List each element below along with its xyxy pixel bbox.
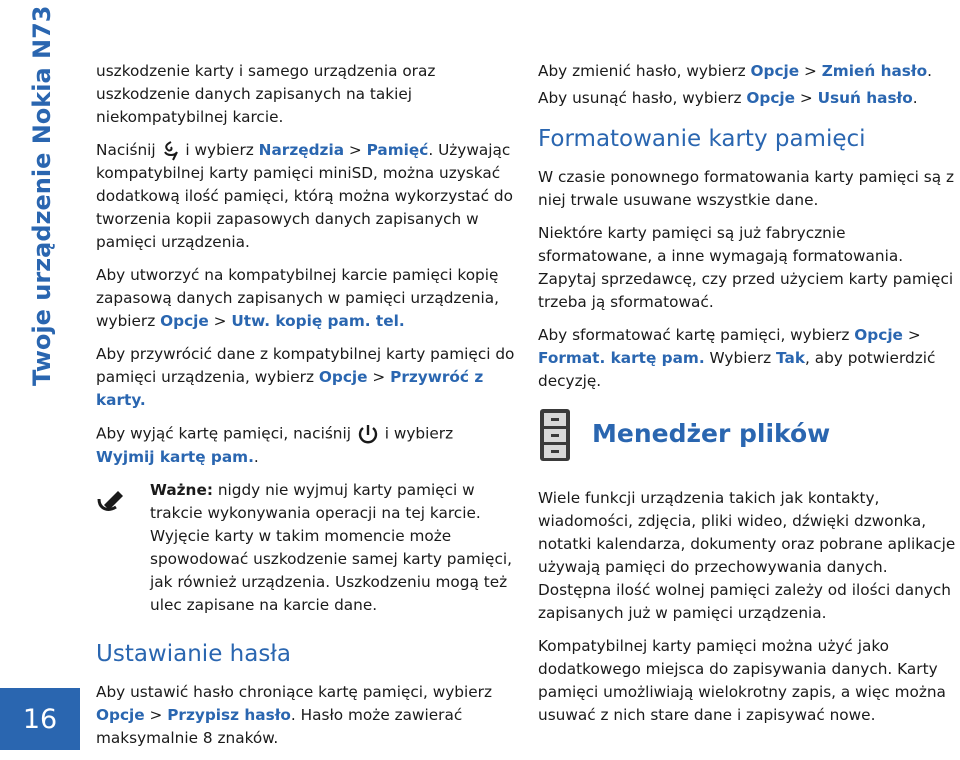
paragraph: Aby usunąć hasło, wybierz Opcje > Usuń hasło. xyxy=(538,89,918,107)
paragraph: uszkodzenie karty i samego urządzenia oraz uszkodzenie danych zapisanych na takiej niekompatybilnej karcie. xyxy=(96,62,436,126)
page-number: 16 xyxy=(0,688,80,750)
paragraph: Wiele funkcji urządzenia takich jak kontakty, wiadomości, zdjęcia, pliki wideo, dźwięki dzwonka, notatki kalendarza, dokumenty oraz pobrane aplikacje używają pamięci do przechowywania danych. Dostępna ilość wolnej pamięci zależy od ilości danych zapisanych już w pamięci urządzenia. xyxy=(538,489,956,622)
left-column xyxy=(96,60,516,760)
file-cabinet-icon xyxy=(538,409,572,461)
paragraph: Aby zmienić hasło, wybierz Opcje > Zmień hasło. xyxy=(538,62,932,80)
paragraph: Aby utworzyć na kompatybilnej karcie pamięci kopię zapasową danych zapisanych w pamięci urządzenia, wybierz Opcje > Utw. kopię pam. tel. xyxy=(96,266,500,330)
file-manager-heading xyxy=(538,409,958,469)
section-heading: Menedżer plików xyxy=(592,419,831,448)
power-key-icon xyxy=(356,422,380,446)
important-note: Ważne: nigdy nie wyjmuj karty pamięci w trakcie wykonywania operacji na tej karcie. Wyjęcie karty w takim momencie może spowodować uszkodzenie samej karty pamięci, jak również urządzenia. Uszkodzeniu mogą też ulec zapisane na karcie dane. xyxy=(96,479,516,617)
paragraph: Aby wyjąć kartę pamięci, naciśnij i wybierz Wyjmij kartę pam.. xyxy=(96,422,516,469)
section-heading: Ustawianie hasła xyxy=(96,641,291,667)
paragraph: Aby przywrócić dane z kompatybilnej karty pamięci do pamięci urządzenia, wybierz Opcje > Przywróć z karty. xyxy=(96,345,515,409)
section-heading: Formatowanie karty pamięci xyxy=(538,126,866,152)
paragraph: Aby ustawić hasło chroniące kartę pamięci, wybierz Opcje > Przypisz hasło. Hasło może zawierać maksymalnie 8 znaków. xyxy=(96,683,492,747)
chapter-title: Twoje urządzenie Nokia N73 xyxy=(28,5,56,386)
paragraph: Aby sformatować kartę pamięci, wybierz Opcje > Format. kartę pam. Wybierz Tak, aby potwierdzić decyzję. xyxy=(538,326,936,390)
paragraph: W czasie ponownego formatowania karty pamięci są z niej trwale usuwane wszystkie dane. xyxy=(538,168,954,209)
paragraph: Kompatybilnej karty pamięci można użyć jako dodatkowego miejsca do zapisywania danych. Karty pamięci umożliwiają wielokrotny zapis, a więc można usuwać z nich stare dane i zapisywać nowe. xyxy=(538,637,946,724)
sidebar xyxy=(0,0,80,750)
pen-note-icon xyxy=(96,485,126,515)
menu-key-icon xyxy=(161,140,181,162)
paragraph: Naciśnij i wybierz Narzędzia > Pamięć. Używając kompatybilnej karty pamięci miniSD, można uzyskać dodatkową ilość pamięci, którą można wykorzystać do tworzenia kopii zapasowych danych zapisanych w pamięci urządzenia. xyxy=(96,141,513,251)
paragraph: Niektóre karty pamięci są już fabrycznie sformatowane, a inne wymagają formatowania. Zapytaj sprzedawcę, czy przed użyciem karty pamięci trzeba ją sformatować. xyxy=(538,224,954,311)
right-column xyxy=(538,60,958,737)
